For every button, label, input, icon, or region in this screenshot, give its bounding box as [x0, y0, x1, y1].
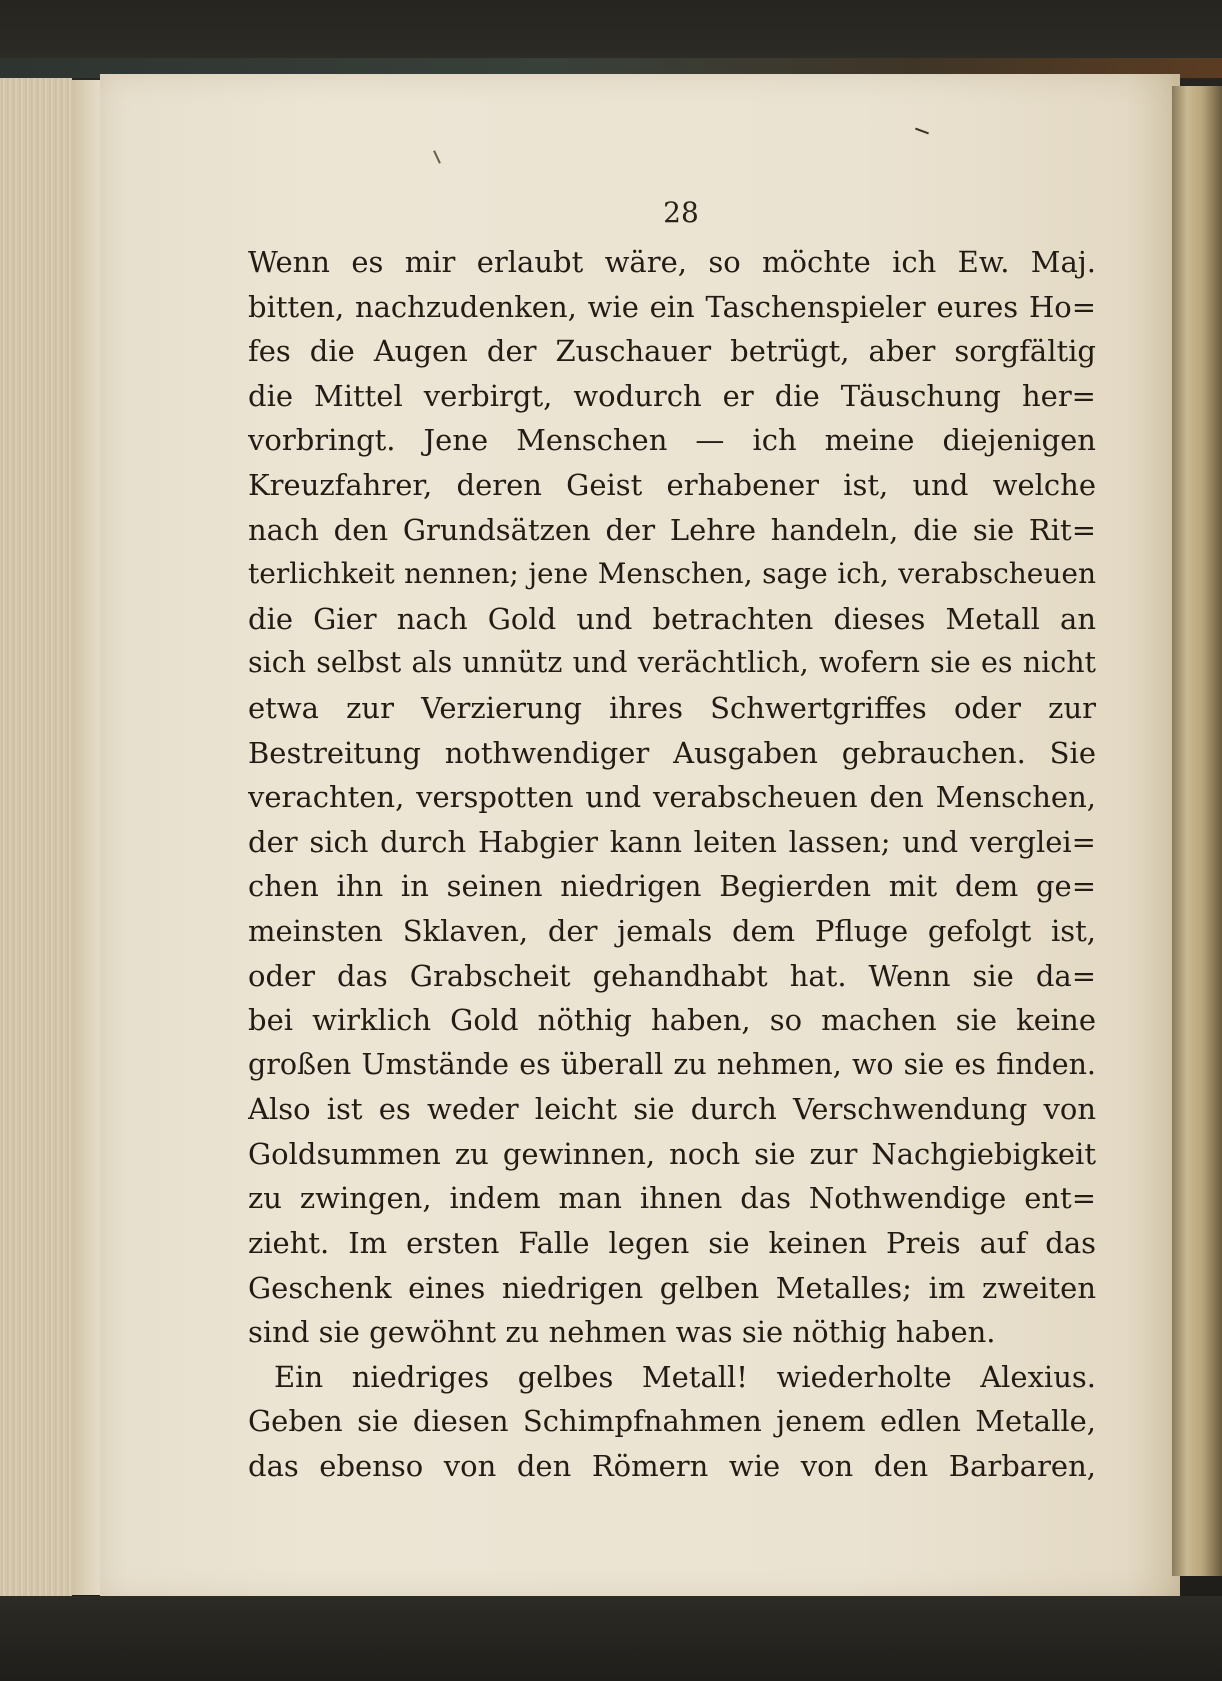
- text-line: das ebenso von den Römern wie von den Barbaren,: [248, 1449, 1096, 1484]
- text-line: Wenn es mir erlaubt wäre, so möchte ich Ew. Maj.: [248, 245, 1096, 279]
- text-line: die Gier nach Gold und betrachten dieses Metall an: [248, 601, 1096, 636]
- page-number: 28: [663, 196, 699, 229]
- text-line: terlichkeit nennen; jene Menschen, sage ich, verabscheuen: [248, 557, 1096, 591]
- page-stack-right: [1172, 86, 1222, 1576]
- text-line: sind sie gewöhnt zu nehmen was sie nöthig haben.: [248, 1315, 996, 1350]
- text-line: der sich durch Habgier kann leiten lassen; und verglei=: [248, 824, 1096, 859]
- text-line: verachten, verspotten und verabscheuen den Menschen,: [248, 780, 1096, 815]
- text-line: die Mittel verbirgt, wodurch er die Täuschung her=: [248, 378, 1096, 413]
- text-line: etwa zur Verzierung ihres Schwertgriffes oder zur: [248, 690, 1096, 725]
- page-body-text: [248, 240, 1096, 1489]
- text-line: Geschenk eines niedrigen gelben Metalles; im zweiten: [248, 1270, 1096, 1305]
- text-line: Bestreitung nothwendiger Ausgaben gebrauchen. Sie: [248, 735, 1096, 770]
- text-line: meinsten Sklaven, der jemals dem Pfluge gefolgt ist,: [248, 913, 1096, 948]
- text-line: großen Umstände es überall zu nehmen, wo sie es finden.: [248, 1047, 1096, 1081]
- scan-background-bottom: [0, 1596, 1222, 1681]
- text-line: Geben sie diesen Schimpfnahmen jenem edlen Metalle,: [248, 1404, 1096, 1439]
- text-line: Goldsummen zu gewinnen, noch sie zur Nachgiebigkeit: [248, 1136, 1096, 1171]
- text-line: bei wirklich Gold nöthig haben, so machen sie keine: [248, 1003, 1096, 1038]
- text-line: Kreuzfahrer, deren Geist erhabener ist, und welche: [248, 467, 1096, 502]
- page-stack-left: [0, 78, 72, 1598]
- text-line: fes die Augen der Zuschauer betrügt, aber sorgfältig: [248, 334, 1096, 369]
- text-line: Ein niedriges gelbes Metall! wiederholte Alexius.: [274, 1359, 1096, 1394]
- text-line: zieht. Im ersten Falle legen sie keinen Preis auf das: [248, 1226, 1096, 1261]
- text-line: bitten, nachzudenken, wie ein Taschenspieler eures Ho=: [248, 289, 1096, 324]
- text-line: Also ist es weder leicht sie durch Verschwendung von: [248, 1092, 1096, 1127]
- text-line: vorbringt. Jene Menschen — ich meine diejenigen: [248, 423, 1096, 458]
- text-line: zu zwingen, indem man ihnen das Nothwendige ent=: [248, 1181, 1096, 1216]
- text-line: oder das Grabscheit gehandhabt hat. Wenn sie da=: [248, 958, 1096, 993]
- text-line: nach den Grundsätzen der Lehre handeln, die sie Rit=: [248, 512, 1096, 547]
- text-line: chen ihn in seinen niedrigen Begierden mit dem ge=: [248, 869, 1096, 904]
- text-line: sich selbst als unnütz und verächtlich, wofern sie es nicht: [248, 646, 1096, 680]
